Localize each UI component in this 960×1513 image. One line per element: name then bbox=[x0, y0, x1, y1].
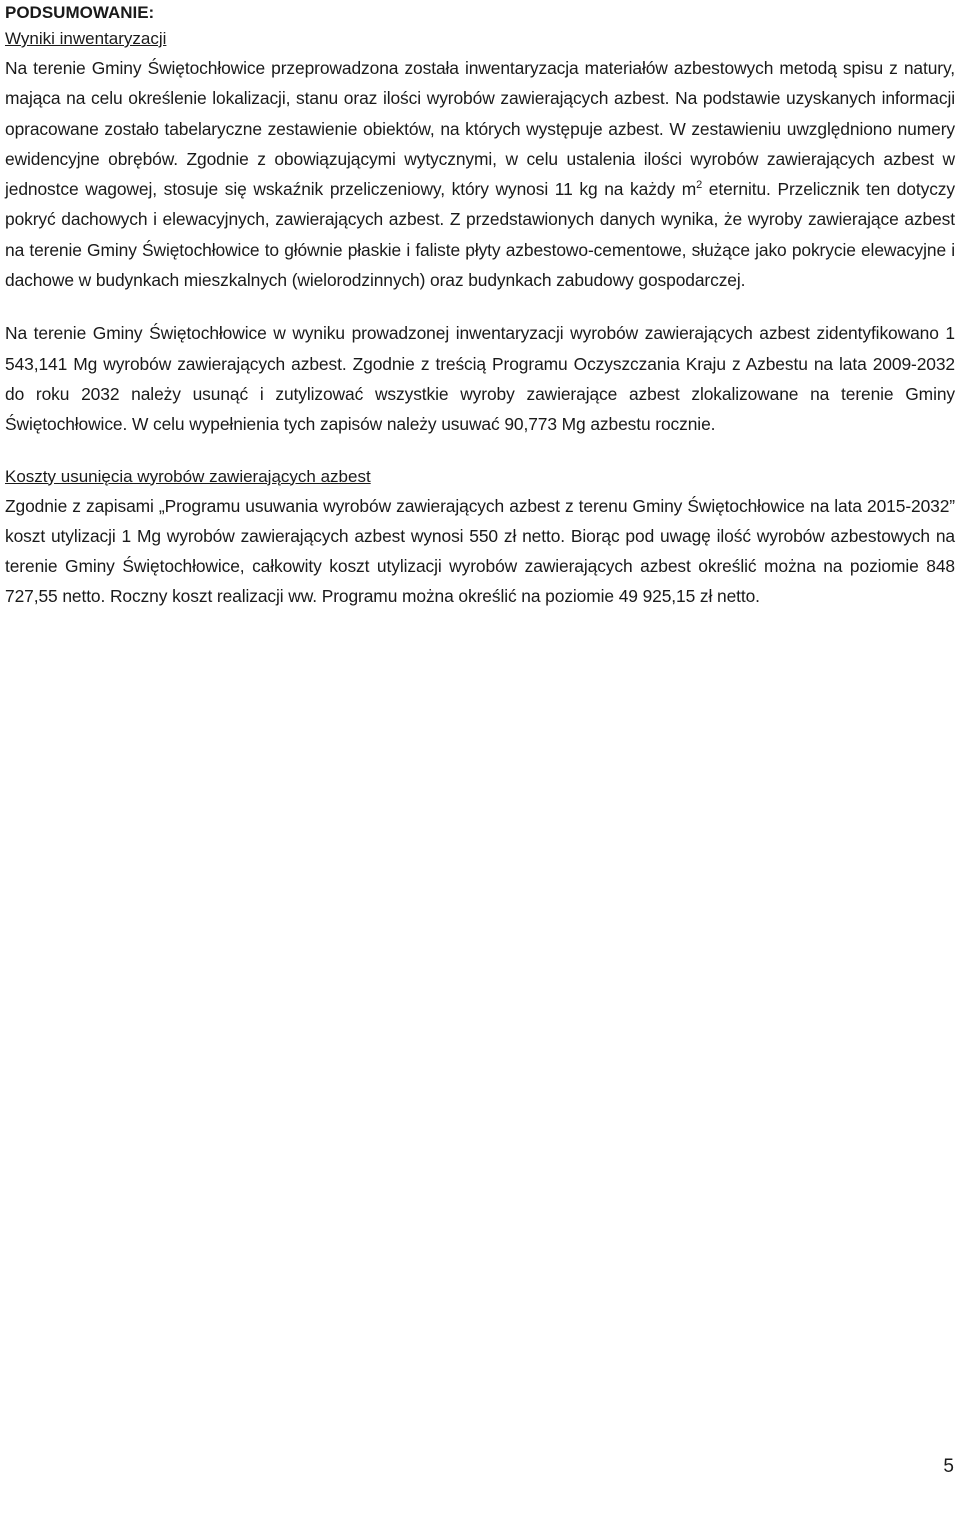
paragraph-removal-costs: Zgodnie z zapisami „Programu usuwania wyrobów zawierających azbest z terenu Gminy Świętochłowice na lata 2015-2032” koszt utylizacji 1 Mg wyrobów zawierających azbest wynosi 550 zł netto. Biorąc pod uwagę ilość wyrobów azbestowych na terenie Gminy Świętochłowice, całkowity koszt utylizacji wyrobów zawierających azbest określić można na poziomie 848 727,55 netto. Roczny koszt realizacji ww. Programu można określić na poziomie 49 925,15 zł netto. bbox=[5, 495, 955, 607]
document-page bbox=[5, 0, 955, 612]
paragraph-inventory-text-2: Zgodnie z obowiązującymi wytycznymi, w celu ustalenia ilości wyrobów zawierających azbest w jednostce wagowej, stosuje się wskaźnik przeliczeniowy, który wynosi 11 kg na każdy m bbox=[5, 148, 955, 200]
paragraph-inventory-description bbox=[5, 53, 955, 295]
paragraph-spacer bbox=[5, 295, 955, 318]
superscript-square: 2 bbox=[696, 179, 703, 192]
paragraph-inventory-quantity: Na terenie Gminy Świętochłowice w wyniku prowadzonej inwentaryzacji wyrobów zawierających azbest zidentyfikowano 1 543,141 Mg wyrobów zawierających azbest. Zgodnie z treścią Programu Oczyszczania Kraju z Azbestu na lata 2009-2032 do roku 2032 należy usunąć i zutylizować wszystkie wyroby zawierające azbest zlokalizowane na terenie Gminy Świętochłowice. W celu wypełnienia tych zapisów należy usuwać 90,773 Mg azbestu rocznie. bbox=[5, 323, 955, 435]
paragraph-inventory-text-1: Na terenie Gminy Świętochłowice przeprowadzona została inwentaryzacja materiałów azbestowych metodą spisu z natury, mająca na celu określenie lokalizacji, stanu oraz ilości wyrobów zawierających azbest. Na podstawie uzyskanych informacji opracowane zostało tabelaryczne zestawienie obiektów, na których występuje azbest. W zestawieniu uwzględniono numery ewidencyjne obrębów. bbox=[5, 58, 955, 169]
page-number: 5 bbox=[943, 1456, 954, 1477]
paragraph-inventory-text-3: eternitu. Przelicznik ten dotyczy pokryć dachowych i elewacyjnych, zawierających azbest. Z przedstawionych danych wynika, że wyroby zawierające azbest na terenie Gminy Świętochłowice to głównie płaskie i faliste płyty azbestowo-cementowe, służące jako pokrycie elewacyjne i dachowe w budynkach mieszkalnych (wielorodzinnych) oraz budynkach zabudowy gospodarczej. bbox=[5, 179, 955, 291]
section-title-inventory-results: Wyniki inwentaryzacji bbox=[5, 29, 167, 48]
paragraph-spacer bbox=[5, 440, 955, 463]
section-title-removal-costs: Koszty usunięcia wyrobów zawierających azbest bbox=[5, 466, 371, 486]
summary-heading: PODSUMOWANIE: bbox=[5, 3, 155, 22]
